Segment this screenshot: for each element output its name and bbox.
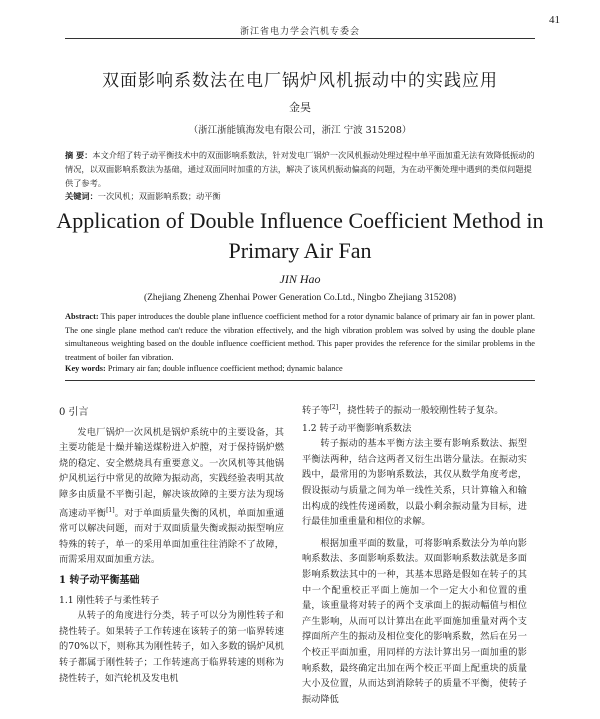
continued-text: 转子等 — [302, 405, 330, 417]
abstract-english — [65, 310, 535, 364]
title-english-line1: Application of Double Influence Coefficient Method in — [56, 208, 544, 233]
section-1-2-paragraph-1: 转子振动的基本平衡方法主要有影响系数法、振型平衡法两种，结合这两者又衍生出谐分量法。在振动实践中，最常用的为影响系数法，其仅从数学角度考虑，假设振动与质量之间为单一线性关系，只计算输入和输出构成的线性传递函数，以最小剩余振动量为目标，进行最佳加重重量和相位的求解。 — [302, 438, 527, 528]
section-1-1-paragraph: 从转子的角度进行分类，转子可以分为刚性转子和挠性转子。如果转子工作转速在该转子的第一临界转速的70%以下，则称其为刚性转子，如入多数的锅炉风机转子都属于刚性转子；工作转速高于临界转速的则称为挠性转子，如汽轮机及发电机 — [59, 610, 284, 684]
author-english: JIN Hao — [279, 272, 321, 286]
keywords-english-text: Primary air fan; double influence coefficient method; dynamic balance — [105, 364, 343, 373]
left-column — [59, 400, 284, 686]
abstract-chinese-label: 摘 要： — [65, 150, 93, 160]
section-1-heading: 1 转子动平衡基础 — [59, 575, 140, 586]
keywords-chinese-label: 关键词： — [65, 191, 98, 201]
section-0-heading: 0 引言 — [59, 407, 89, 418]
page-number: 41 — [549, 14, 560, 26]
abstract-chinese-text: 本文介绍了转子动平衡技术中的双面影响系数法，针对发电厂锅炉一次风机振动处理过程中单平面加重无法有效降低振动的情况，以双面影响系数法为基础，通过双面同时加重的方法，解决了该风机振动偏高的问题，为在动平衡处理中遇到的类似问题提供了参考。 — [65, 150, 535, 188]
keywords-chinese-text: 一次风机；双面影响系数；动平衡 — [97, 191, 221, 201]
journal-header: 浙江省电力学会汽机专委会 — [239, 27, 360, 37]
citation-2: [2] — [329, 404, 339, 411]
header-rule — [65, 38, 535, 39]
section-1-2-paragraph-2: 根据加重平面的数量，可将影响系数法分为单向影响系数法、多面影响系数法。双面影响系数法就是多面影响系数法其中的一种，其基本思路是假如在转子的其中一个配重校正平面上施加一个一定大小和位置的重量，该重量将对转子的两个支承面上的振动幅值与相位产生影响，从而可以计算出在此平面施加重量对两个支撑面所产生的振动及相位变化的影响系数，然后在另一个校正平面加重，用同样的方法计算出另一面加重的影响系数，最终确定出加在两个校正平面上配重块的质量大小及位置，从而达到消除转子的质量不平衡，使转子振动降低 — [302, 537, 527, 705]
keywords-english — [65, 364, 535, 373]
right-column — [302, 400, 527, 707]
section-0-text-end: 。对于单面质量失衡的风机，单面加重通常可以解决问题，而对于双面质量失衡或振动振型响应特殊的转子，单一的采用单面加重往往消除不了故障，而需采用双面加重方法。 — [59, 507, 285, 566]
affiliation-english: (Zhejiang Zheneng Zhenhai Power Generation Co.Ltd., Ningbo Zhejiang 315208) — [143, 293, 457, 303]
keywords-chinese — [65, 190, 535, 202]
section-0-text: 发电厂锅炉一次风机是锅炉系统中的主要设备，其主要功能是十燥并输送煤粉进入炉膛，对于保持锅炉燃烧的稳定、安全燃烧具有重要意义。一次风机等其他锅炉风机运行中常见的故障为振动高，实践经验表明其故障多由质量不平衡引起，解决该故障的主要方法为现场高速动平衡 — [59, 426, 284, 519]
abstract-rule — [65, 380, 535, 381]
section-1-1-heading: 1.1 刚性转子与柔性转子 — [59, 594, 160, 606]
author-chinese: 金昊 — [289, 101, 311, 114]
title-chinese: 双面影响系数法在电厂锅炉风机振动中的实践应用 — [102, 71, 498, 91]
keywords-english-label: Key words: — [65, 364, 106, 373]
abstract-english-label: Abstract: — [65, 312, 99, 321]
citation-1: [1] — [106, 506, 115, 514]
continued-paragraph — [302, 400, 527, 419]
section-1-2-heading: 1.2 转子动平衡影响系数法 — [302, 422, 412, 434]
section-0-paragraph — [59, 425, 284, 568]
abstract-english-text: This paper introduces the double plane influence coefficient method for a rotor dynamic balance of primary air fan in power plant. The one single plane method can't reduce the vibration effectively, and the high vibration problem was solved by using the double plane simultaneous weighting based on the double influence coefficient method. This paper provides the reference for the similar problems in the treatment of boiler fan vibration. — [65, 312, 535, 362]
continued-text-end: ，挠性转子的振动一般较刚性转子复杂。 — [338, 405, 504, 417]
abstract-chinese — [65, 148, 535, 190]
affiliation-chinese: （浙江浙能镇海发电有限公司，浙江 宁波 315208） — [188, 125, 412, 136]
title-english-line2: Primary Air Fan — [228, 238, 372, 263]
